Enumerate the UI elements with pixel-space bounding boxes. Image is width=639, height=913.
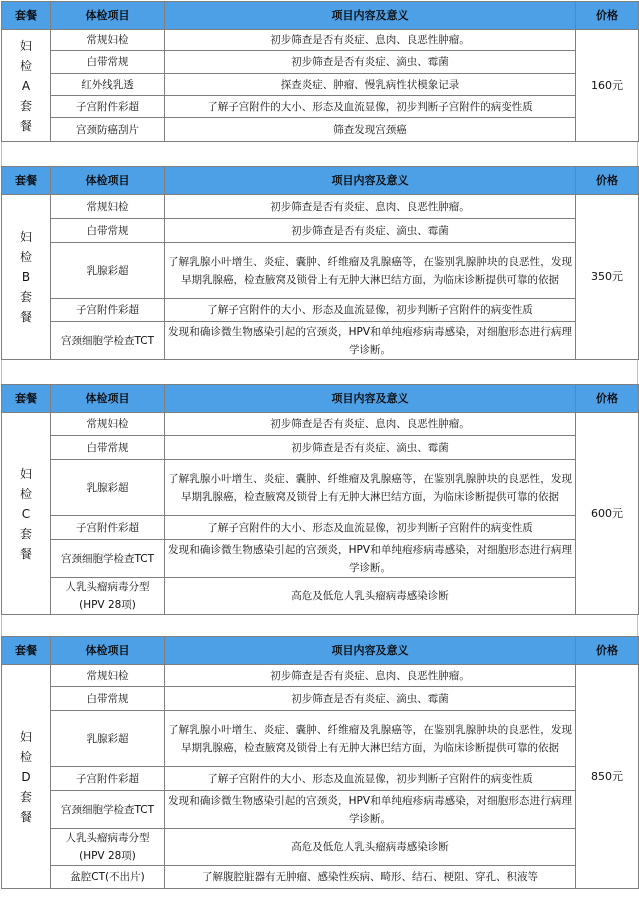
table-row [2,436,639,460]
content-cell: 了解乳腺小叶增生、炎症、囊肿、纤维瘤及乳腺癌等，在鉴别乳腺肿块的良恶性，发现早期乳腺癌，检查腋窝及锁骨上有无肿大淋巴结方面，为临床诊断提供可靠的依据 [165,460,576,516]
header-package: 套餐 [2,2,51,30]
table-row [2,540,639,578]
header-price: 价格 [576,167,639,195]
content-cell: 了解子宫附件的大小、形态及血流显像，初步判断子宫附件的病变性质 [165,516,576,540]
header-item: 体检项目 [51,385,165,413]
header-content: 项目内容及意义 [165,637,576,665]
item-cell: 白带常规 [51,51,165,74]
package-a-table [1,1,639,142]
item-cell: 乳腺彩超 [51,711,165,767]
item-cell: 常规妇检 [51,665,165,687]
item-cell: 白带常规 [51,436,165,460]
package-c-table [1,384,639,615]
item-cell: 白带常规 [51,687,165,711]
item-cell: 子宫附件彩超 [51,516,165,540]
table-row [2,767,639,791]
package-price: 850元 [576,665,639,889]
table-row [2,460,639,516]
table-row [2,516,639,540]
header-row [2,2,639,30]
content-cell: 发现和确诊微生物感染引起的宫颈炎，HPV和单纯疱疹病毒感染，对细胞形态进行病理学诊断。 [165,791,576,829]
content-cell: 初步筛查是否有炎症、滴虫、霉菌 [165,436,576,460]
item-cell: 红外线乳透 [51,74,165,96]
header-package: 套餐 [2,385,51,413]
content-cell: 初步筛查是否有炎症、息肉、良恶性肿瘤。 [165,413,576,436]
table-row [2,687,639,711]
header-price: 价格 [576,637,639,665]
package-name: 妇 检 B 套 餐 [2,195,51,360]
item-cell: 乳腺彩超 [51,460,165,516]
content-cell: 筛查发现宫颈癌 [165,118,576,142]
header-price: 价格 [576,2,639,30]
table-row [2,219,639,243]
content-cell: 了解子宫附件的大小、形态及血流显像，初步判断子宫附件的病变性质 [165,767,576,791]
package-price: 350元 [576,195,639,360]
content-cell: 初步筛查是否有炎症、滴虫、霉菌 [165,51,576,74]
table-row [2,195,639,219]
item-cell: 乳腺彩超 [51,243,165,299]
item-cell: 人乳头瘤病毒分型(HPV 28项) [51,578,165,615]
table-row [2,74,639,96]
content-cell: 高危及低危人乳头瘤病毒感染诊断 [165,829,576,866]
header-item: 体检项目 [51,167,165,195]
header-content: 项目内容及意义 [165,2,576,30]
content-cell: 发现和确诊微生物感染引起的宫颈炎，HPV和单纯疱疹病毒感染，对细胞形态进行病理学诊断。 [165,322,576,360]
table-row [2,829,639,866]
table-gap [1,615,638,636]
table-gap [1,360,638,384]
table-row [2,299,639,322]
table-row [2,51,639,74]
content-cell: 了解乳腺小叶增生、炎症、囊肿、纤维瘤及乳腺癌等，在鉴别乳腺肿块的良恶性，发现早期乳腺癌，检查腋窝及锁骨上有无肿大淋巴结方面，为临床诊断提供可靠的依据 [165,243,576,299]
content-cell: 了解子宫附件的大小、形态及血流显像，初步判断子宫附件的病变性质 [165,96,576,118]
content-cell: 高危及低危人乳头瘤病毒感染诊断 [165,578,576,615]
table-row [2,866,639,889]
content-cell: 了解乳腺小叶增生、炎症、囊肿、纤维瘤及乳腺癌等，在鉴别乳腺肿块的良恶性，发现早期乳腺癌，检查腋窝及锁骨上有无肿大淋巴结方面，为临床诊断提供可靠的依据 [165,711,576,767]
table-row [2,96,639,118]
package-price: 600元 [576,413,639,615]
item-cell: 宫颈细胞学检查TCT [51,540,165,578]
item-cell: 常规妇检 [51,30,165,51]
item-cell: 盆腔CT(不出片) [51,866,165,889]
header-row [2,385,639,413]
content-cell: 探查炎症、肿瘤、慢乳病性状模象记录 [165,74,576,96]
content-cell: 发现和确诊微生物感染引起的宫颈炎，HPV和单纯疱疹病毒感染，对细胞形态进行病理学诊断。 [165,540,576,578]
package-price: 160元 [576,30,639,142]
table-row [2,30,639,51]
item-cell: 宫颈防癌刮片 [51,118,165,142]
package-name: 妇 检 D 套 餐 [2,665,51,889]
content-cell: 初步筛查是否有炎症、息肉、良恶性肿瘤。 [165,30,576,51]
table-row [2,413,639,436]
item-cell: 白带常规 [51,219,165,243]
item-cell: 子宫附件彩超 [51,96,165,118]
table-row [2,791,639,829]
header-row [2,167,639,195]
table-row [2,243,639,299]
header-item: 体检项目 [51,2,165,30]
content-cell: 初步筛查是否有炎症、息肉、良恶性肿瘤。 [165,195,576,219]
header-content: 项目内容及意义 [165,385,576,413]
package-name: 妇 检 C 套 餐 [2,413,51,615]
header-content: 项目内容及意义 [165,167,576,195]
table-row [2,711,639,767]
header-row [2,637,639,665]
header-package: 套餐 [2,637,51,665]
header-package: 套餐 [2,167,51,195]
item-cell: 宫颈细胞学检查TCT [51,791,165,829]
item-cell: 常规妇检 [51,413,165,436]
table-row [2,118,639,142]
content-cell: 了解子宫附件的大小、形态及血流显像，初步判断子宫附件的病变性质 [165,299,576,322]
content-cell: 初步筛查是否有炎症、滴虫、霉菌 [165,687,576,711]
package-b-table [1,166,639,360]
content-cell: 了解腹腔脏器有无肿瘤、感染性疾病、畸形、结石、梗阻、穿孔、积液等 [165,866,576,889]
content-cell: 初步筛查是否有炎症、滴虫、霉菌 [165,219,576,243]
item-cell: 宫颈细胞学检查TCT [51,322,165,360]
package-d-table [1,636,639,889]
table-row [2,322,639,360]
header-item: 体检项目 [51,637,165,665]
item-cell: 子宫附件彩超 [51,299,165,322]
table-row [2,578,639,615]
item-cell: 人乳头瘤病毒分型(HPV 28项) [51,829,165,866]
table-gap [1,142,638,166]
header-price: 价格 [576,385,639,413]
package-name: 妇 检 A 套 餐 [2,30,51,142]
content-cell: 初步筛查是否有炎症、息肉、良恶性肿瘤。 [165,665,576,687]
item-cell: 常规妇检 [51,195,165,219]
item-cell: 子宫附件彩超 [51,767,165,791]
table-row [2,665,639,687]
